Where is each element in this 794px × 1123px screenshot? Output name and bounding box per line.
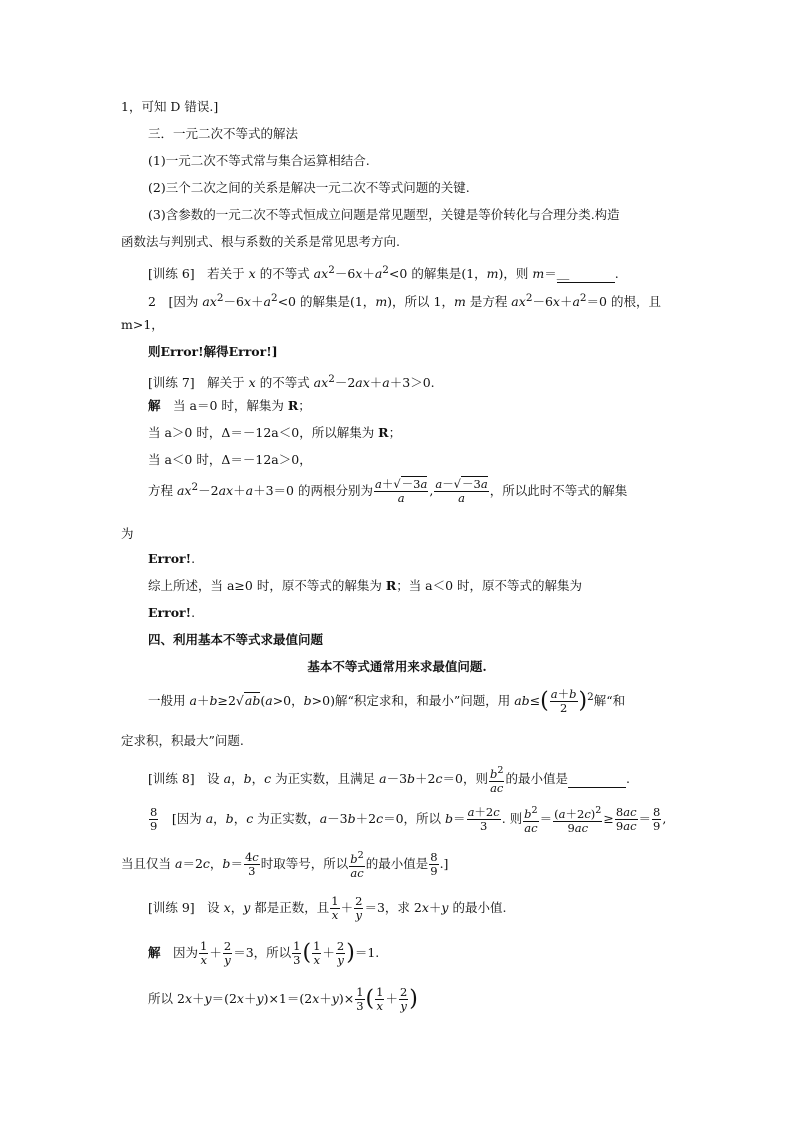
- text-line: 定求积，积最大”问题.: [121, 733, 244, 748]
- solution-7-roots: 方程 $ax^2-2ax+a+3=0$ 的两根分别为 $\frac{a+√-3a}{a}$ , $\frac{a-√-3a}{a}$ ，所以此时不等式的解集: [148, 477, 628, 505]
- solution-6: 2 [因为 $ax^2-6x+a^2<0$ 的解集是(1，m)，所以 1，m 是方程 $ax^2-6x+a^2=0$ 的根，且: [148, 292, 661, 310]
- solution-9-line: 所以 2x＋y＝(2x＋y)×1＝(2x＋y)× $\frac{1}{3}$ ( $\frac{1}{x}$ ＋ $\frac{2}{y}$ ): [148, 985, 418, 1013]
- text-line: (3)含参数的一元二次不等式恒成立问题是常见题型，关键是等价转化与合理分类.构造: [148, 207, 620, 222]
- basic-inequality-line: 一般用 a＋b≥2√ab(a>0，b>0)解“积定求和，和最小”问题，用 ab≤( $\frac{a+b}{2}$ )$^2$解“和: [148, 687, 626, 715]
- summary-line: 综上所述，当 a≥0 时，原不等式的解集为 R；当 a＜0 时，原不等式的解集为: [148, 578, 583, 593]
- solution-7-line: 当 a＞0 时，Δ＝－12a＜0，所以解集为 R；: [148, 425, 402, 440]
- solution-9-line: 解 因为 $\frac{1}{x}$ ＋ $\frac{2}{y}$ ＝3，所以 $\frac{1}{3}$ ( $\frac{1}{x}$ ＋ $\frac{2}{y}$ )＝1.: [148, 939, 380, 967]
- text-line: 1，可知 D 错误.]: [121, 99, 219, 114]
- text-line: m>1，: [121, 317, 164, 332]
- text-line: 为: [121, 526, 134, 541]
- error-text: 则Error!解得Error!]: [148, 344, 278, 359]
- error-text: Error!.: [148, 551, 196, 566]
- exercise-8: [训练 8] 设 a，b，c 为正实数，且满足 a－3b＋2c＝0，则 $\frac{b^2}{ac}$ 的最小值是 .: [148, 765, 630, 795]
- error-text: Error!.: [148, 605, 196, 620]
- solution-7-line: 当 a＜0 时，Δ＝－12a＞0，: [148, 452, 312, 467]
- text-line: (1)一元二次不等式常与集合运算相结合.: [148, 153, 370, 168]
- section-heading-4: 四、利用基本不等式求最值问题: [148, 632, 324, 647]
- exercise-6: [训练 6] 若关于 x 的不等式 $ax^2-6x+a^2<0$ 的解集是(1，m)，则 m＝＿ .: [148, 264, 619, 282]
- solution-8: $\frac{8}{9}$ [因为 a，b，c 为正实数，a－3b＋2c＝0，所以 b＝ $\frac{a+2c}{3}$ . 则 $\frac{b^2}{ac}$ ＝ $\frac{(a+2c)^2}{9ac}$ ≥ $\frac{8ac}{9ac}$ ＝ $\frac{8}{9}$ ,: [150, 804, 667, 835]
- text-line: 函数法与判别式、根与系数的关系是常见思考方向.: [121, 234, 400, 249]
- section-heading-3: 三．一元二次不等式的解法: [148, 126, 299, 141]
- text-line: (2)三个二次之间的关系是解决一元二次不等式问题的关键.: [148, 180, 470, 195]
- solution-7-line: 解 当 a＝0 时，解集为 R；: [148, 398, 311, 413]
- centered-heading: 基本不等式通常用来求最值问题.: [307, 659, 487, 674]
- exercise-7: [训练 7] 解关于 x 的不等式 $ax^2-2ax+a+3>0$.: [148, 373, 435, 391]
- exercise-9: [训练 9] 设 x，y 都是正数，且 $\frac{1}{x}$ ＋ $\frac{2}{y}$ ＝3，求 2x＋y 的最小值.: [148, 894, 507, 922]
- solution-8-cont: 当且仅当 a＝2c，b＝ $\frac{4c}{3}$ 时取等号，所以 $\frac{b^2}{ac}$ 的最小值是 $\frac{8}{9}$ .]: [121, 849, 449, 880]
